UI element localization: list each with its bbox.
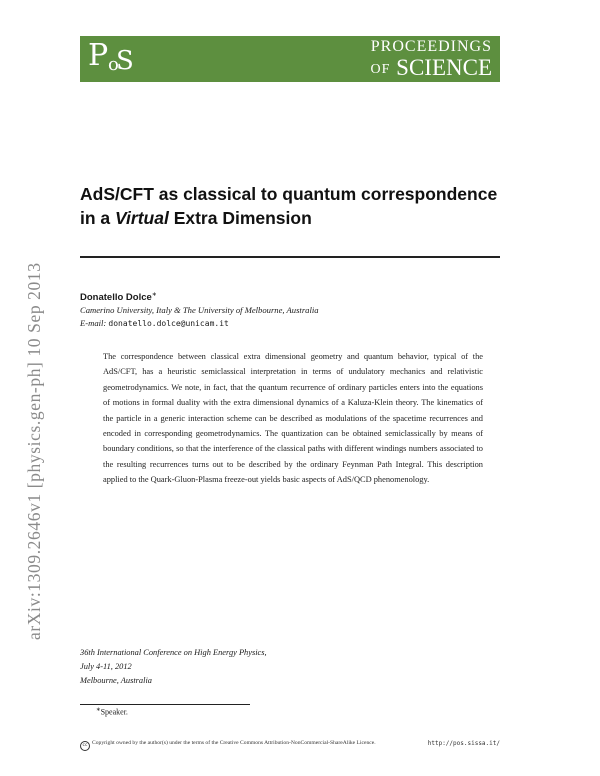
footnote-rule <box>80 704 250 705</box>
title-line2-end: Extra Dimension <box>168 208 312 228</box>
arxiv-side-stamp: arXiv:1309.2646v1 [physics.gen-ph] 10 Sep 2013 <box>24 262 44 640</box>
logo-letter-p: P <box>88 38 109 73</box>
conference-info <box>80 646 267 688</box>
author-name: Donatello Dolce <box>80 292 152 304</box>
footnote <box>96 707 128 717</box>
brand-line-proceedings: PROCEEDINGS <box>370 38 492 55</box>
conference-location: Melbourne, Australia <box>80 676 152 685</box>
footer-url[interactable]: http://pos.sissa.it/ <box>427 740 500 747</box>
title-line2-start: in a <box>80 208 116 228</box>
title-rule <box>80 256 500 258</box>
title-line1: AdS/CFT as classical to quantum correspondence <box>80 184 498 204</box>
brand-science: SCIENCE <box>396 55 492 80</box>
copyright-text: Copyright owned by the author(s) under the terms of the Creative Commons Attribution-NonCommercial-ShareAlike Licence. <box>92 740 376 746</box>
abstract: The correspondence between classical extra dimensional geometry and quantum behavior, typical of the AdS/CFT, has a heuristic semiclassical interpretation in terms of undulatory mechanics and relativistic geometrodynamics. We note, in fact, that the quantum recurrence of ordinary particles enters into the equations of motions in formal duality with the extra dimensional dynamics of a Kaluza-Klein theory. The kinematics of the particle in a generic interaction scheme can be described as modulations of the spacetime recurrences and encoded in corresponding geometrodynamics. The quantization can be obtained semiclassically by means of boundary conditions, so that the interference of the classical paths with different windings numbers associated to the resulting recurrences turns out to be described by the ordinary Feynman Path Integral. This description applied to the Quark-Gluon-Plasma freeze-out yields basic aspects of AdS/QCD phenomenology. <box>103 352 483 485</box>
conference-name: 36th International Conference on High Energy Physics, <box>80 648 267 657</box>
footnote-mark: ∗ <box>96 707 101 713</box>
email-label: E-mail: <box>80 318 107 328</box>
paper-title <box>80 182 510 230</box>
creative-commons-icon: cc <box>80 741 90 751</box>
footnote-text: Speaker. <box>100 707 128 717</box>
pos-banner <box>80 36 500 82</box>
author-footnote-mark: ∗ <box>151 292 157 298</box>
author <box>80 291 157 303</box>
brand-line-science <box>371 56 493 82</box>
conference-dates: July 4-11, 2012 <box>80 662 132 671</box>
affiliation: Camerino University, Italy & The University of Melbourne, Australia <box>80 305 319 315</box>
pos-logo <box>88 38 134 77</box>
brand-of: OF <box>370 62 391 77</box>
brand-wordmark <box>371 38 493 82</box>
logo-letter-o: o <box>108 54 119 75</box>
email-line <box>80 318 229 328</box>
page-footer <box>80 740 500 752</box>
title-italic-word: Virtual <box>115 208 169 228</box>
logo-letter-s: S <box>116 46 134 76</box>
copyright-notice <box>80 740 376 751</box>
email-address[interactable]: donatello.dolce@unicam.it <box>108 319 229 328</box>
